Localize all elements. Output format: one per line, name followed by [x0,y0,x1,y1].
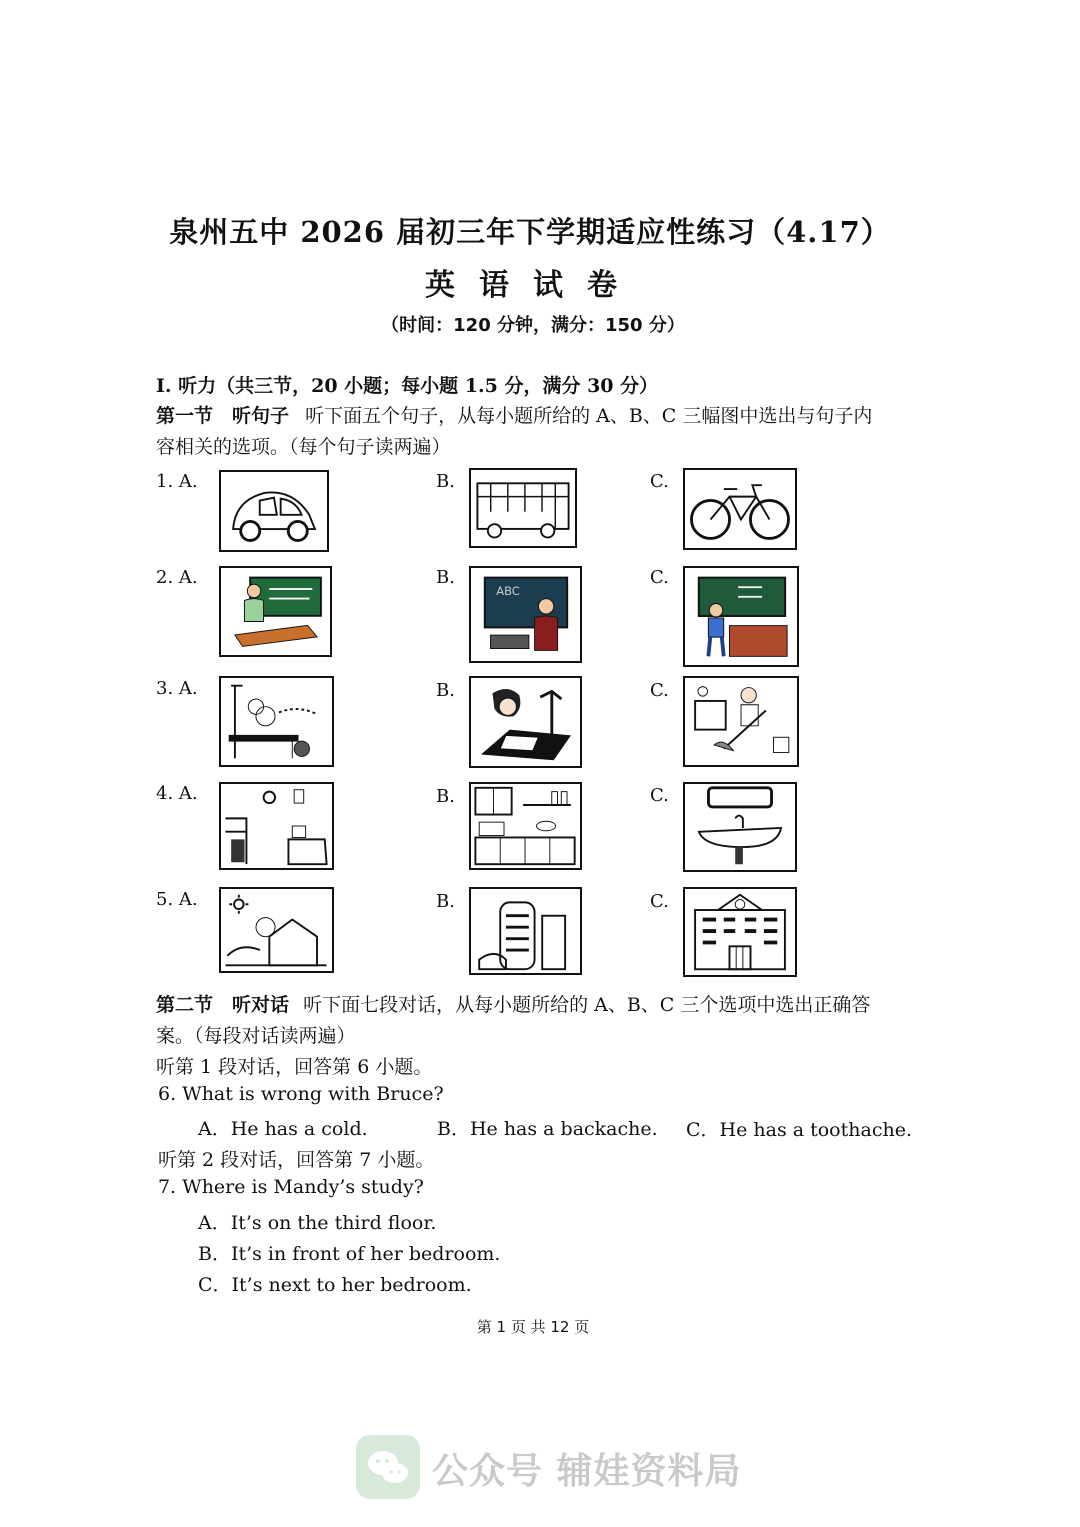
math-teacher-picture [683,566,799,667]
time-info: （时间：120 分钟，满分：150 分） [381,315,685,336]
q1-c-label: C. [650,471,669,492]
dialog2-intro: 听第 2 段对话，回答第 7 小题。 [158,1149,435,1171]
q3-c-label: C. [650,680,669,701]
q6-option-b: B．He has a backache. [437,1118,658,1140]
q5-b-label: B. [436,891,455,912]
english-teacher-picture [469,566,582,663]
bicycle-picture [683,468,797,550]
q7-option-c: C．It’s next to her bedroom. [198,1274,472,1296]
part1-heading: I. 听力（共三节，20 小题；每小题 1.5 分，满分 30 分） [156,375,659,397]
bedroom-picture [219,782,334,870]
bathroom-picture [683,782,797,872]
q1-b-label: B. [436,471,455,492]
q6-text: 6. What is wrong with Bruce? [158,1083,444,1105]
section1-instr-b: 容相关的选项。（每个句子读两遍） [156,436,451,458]
school-picture [683,887,797,977]
section2-instruction [156,990,870,1017]
city-buildings-picture [469,887,582,975]
section1-instr-a: 听下面五个句子，从每小题所给的 A、B、C 三幅图中选出与句子内 [305,405,873,427]
bus-picture [469,468,577,548]
page-number: 第 1 页 共 12 页 [476,1318,590,1336]
q6-option-c: C．He has a toothache. [686,1119,912,1141]
watermark [356,1435,776,1505]
q3-b-label: B. [436,680,455,701]
q4-c-label: C. [650,785,669,806]
wechat-icon [356,1435,420,1499]
q3-label: 3. A. [156,678,198,699]
section2-label: 第二节 听对话 [156,994,290,1016]
watermark-text: 公众号 辅娃资料局 [432,1451,742,1492]
drawing-picture [219,676,334,767]
q1-label: 1. A. [156,471,198,492]
q4-label: 4. A. [156,783,198,804]
svg-text:ABC: ABC [496,583,520,598]
cleaning-picture [683,676,799,767]
q2-c-label: C. [650,567,669,588]
dialog1-intro: 听第 1 段对话，回答第 6 小题。 [156,1056,433,1078]
exam-subtitle: 英语试卷 [425,268,641,303]
house-picture [219,887,334,973]
section1-instruction [156,401,872,428]
q2-b-label: B. [436,567,455,588]
studying-picture [469,676,582,768]
section2-instr-a: 听下面七段对话，从每小题所给的 A、B、C 三个选项中选出正确答 [303,994,871,1016]
q2-label: 2. A. [156,567,198,588]
section2-instr-b: 案。（每段对话读两遍） [156,1025,356,1047]
section1-label: 第一节 听句子 [156,405,290,427]
q5-label: 5. A. [156,889,198,910]
q7-text: 7. Where is Mandy’s study? [158,1176,424,1198]
q7-option-b: B．It’s in front of her bedroom. [198,1243,501,1265]
chinese-teacher-picture [219,566,332,657]
q7-option-a: A．It’s on the third floor. [198,1212,437,1234]
q5-c-label: C. [650,891,669,912]
q6-option-a: A．He has a cold. [198,1118,368,1140]
exam-title: 泉州五中 2026 届初三年下学期适应性练习（4.17） [169,215,891,249]
car-picture [219,470,329,552]
q4-b-label: B. [436,786,455,807]
kitchen-picture [469,782,582,870]
